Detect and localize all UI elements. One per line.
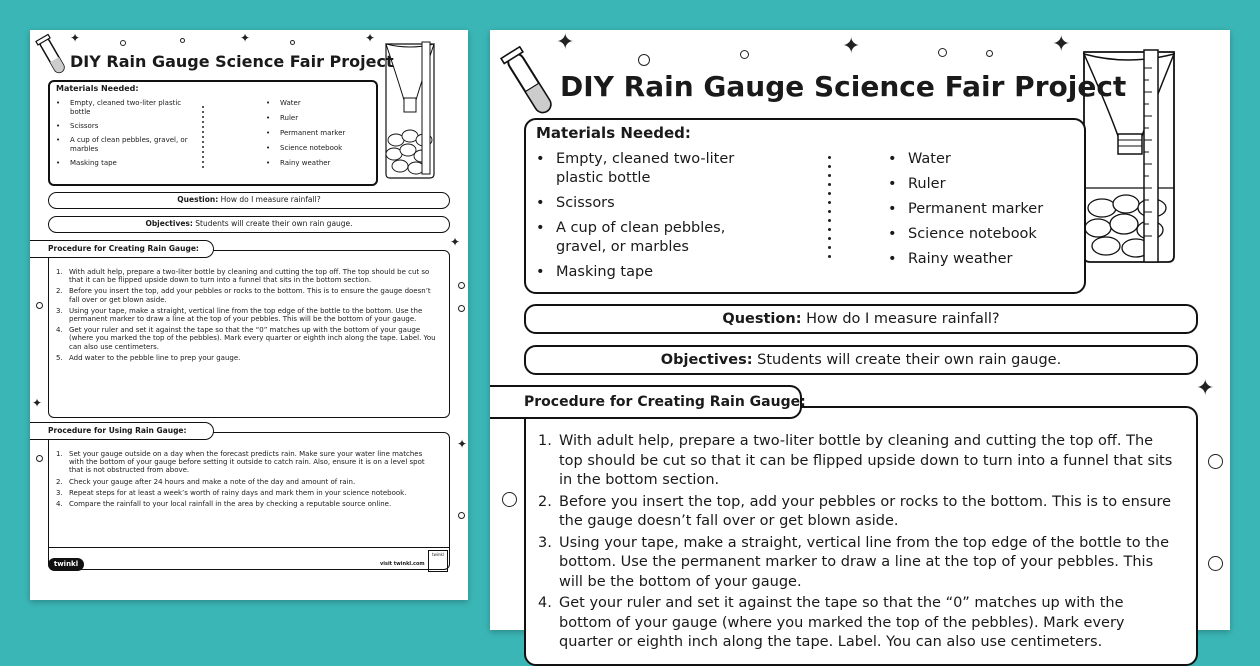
worksheet-page[interactable]	[490, 30, 1230, 650]
sparkle-icon: ✦	[32, 396, 43, 410]
circle-decoration	[36, 455, 43, 462]
sparkle-icon: ✦	[450, 235, 461, 249]
list-item: 3. Using your tape, make a straight, vertical line from the top edge of the bottle to the bottom. Use the permanent marker to draw a line at the top of your pebbles. This will be the bottom of your gauge.	[56, 306, 423, 324]
page-title: DIY Rain Gauge Science Fair Project	[70, 52, 394, 71]
objectives-bar: Objectives: Students will create their own rain gauge.	[524, 345, 1198, 375]
circle-decoration	[180, 38, 185, 43]
procedure-creating-steps	[538, 432, 1178, 655]
dotted-divider	[202, 106, 206, 171]
circle-decoration	[120, 40, 126, 46]
list-item: 3. Repeat steps for at least a week’s worth of rainy days and mark them in your science notebook.	[56, 488, 407, 497]
sparkle-icon: ✦	[240, 31, 251, 45]
list-item: 5. Add water to the pebble line to prep your gauge.	[56, 353, 241, 362]
circle-decoration	[986, 50, 993, 57]
materials-box	[48, 80, 378, 186]
sparkle-icon: ✦	[1052, 32, 1071, 57]
list-item: 3. Using your tape, make a straight, vertical line from the top edge of the bottle to the bottom. Use the permanent marker to draw a line at the top of your pebbles. This will be the bottom of your gauge.	[538, 534, 1170, 590]
list-item: • Water	[266, 99, 376, 108]
sparkle-icon: ✦	[70, 31, 81, 45]
list-item: 4. Get your ruler and set it against the tape so that the “0” matches up with the bottom of your gauge (where you marked the top of the pebbles). Mark every quarter or eighth inch along the tape. Label. You can also use centimeters.	[538, 595, 1125, 650]
list-item: 1. With adult help, prepare a two-liter bottle by cleaning and cutting the top off. The top should be cut so that it can be flipped upside down to turn into a funnel that sits in the bottom section.	[56, 268, 430, 285]
footer-url[interactable]: visit twinkl.com	[380, 561, 425, 567]
list-item: • Water	[888, 150, 1078, 169]
page-title: DIY Rain Gauge Science Fair Project	[560, 70, 1127, 103]
worksheet-thumbnail[interactable]	[30, 30, 468, 600]
sparkle-icon: ✦	[556, 30, 575, 55]
list-item: • A cup of clean pebbles, gravel, or marbles	[536, 219, 766, 257]
procedure-creating-heading: Procedure for Creating Rain Gauge:	[30, 240, 214, 258]
twinkl-logo[interactable]: twinkl	[48, 558, 84, 571]
list-item: 1. Set your gauge outside on a day when the forecast predicts rain. Make sure your water line matches with the bottom of your gauge before setting it outside to catch rain. Also, ensure it is on a level spot that is not obstructed from above.	[56, 450, 425, 475]
circle-decoration	[290, 40, 295, 45]
materials-list-left	[536, 150, 766, 282]
test-tube-icon	[504, 44, 556, 124]
question-bar: Question: How do I measure rainfall?	[524, 304, 1198, 334]
materials-list-right	[266, 99, 376, 168]
circle-decoration	[458, 305, 465, 312]
circle-decoration	[1208, 556, 1223, 571]
materials-list-right	[888, 150, 1078, 269]
list-item: • Scissors	[56, 122, 196, 131]
dotted-divider	[828, 156, 832, 264]
list-item: 1. With adult help, prepare a two-liter bottle by cleaning and cutting the top off. The top should be cut so that it can be flipped upside down to turn into a funnel that sits in the bottom section.	[538, 433, 1173, 488]
list-item: 4. Compare the rainfall to your local rainfall in the area by checking a reputable source online.	[56, 500, 392, 509]
list-item: • Ruler	[266, 114, 376, 123]
sparkle-icon: ✦	[457, 437, 468, 451]
list-item: 2. Before you insert the top, add your pebbles or rocks to the bottom. This is to ensure the gauge doesn’t fall over or get blown aside.	[56, 287, 431, 304]
list-item: • Science notebook	[888, 225, 1078, 244]
footer-badge: twinkl	[428, 550, 448, 572]
procedure-using-steps	[56, 450, 438, 508]
list-item: • Rainy weather	[266, 159, 376, 168]
list-item: • Ruler	[888, 175, 1078, 194]
circle-decoration	[1208, 454, 1223, 469]
circle-decoration	[458, 282, 465, 289]
materials-box	[524, 118, 1086, 294]
sparkle-icon: ✦	[1196, 376, 1215, 401]
circle-decoration	[36, 302, 43, 309]
circle-decoration	[740, 50, 749, 59]
question-bar: Question: How do I measure rainfall?	[48, 192, 450, 209]
materials-heading: Materials Needed:	[536, 124, 691, 142]
sparkle-icon: ✦	[365, 31, 376, 45]
test-tube-icon	[38, 34, 68, 80]
list-item: • Scissors	[536, 194, 766, 213]
list-item: • Permanent marker	[266, 129, 376, 138]
circle-decoration	[502, 492, 517, 507]
list-item: • Rainy weather	[888, 250, 1078, 269]
materials-heading: Materials Needed:	[56, 84, 139, 93]
list-item: • Masking tape	[56, 159, 196, 168]
list-item: 2. Before you insert the top, add your pebbles or rocks to the bottom. This is to ensure the gauge doesn’t fall over or get blown aside.	[538, 493, 1172, 529]
list-item: 2. Check your gauge after 24 hours and make a note of the day and amount of rain.	[56, 477, 356, 486]
list-item: • Empty, cleaned two-liter plastic bottle	[536, 150, 766, 188]
procedure-using-heading: Procedure for Using Rain Gauge:	[30, 422, 214, 440]
sparkle-icon: ✦	[842, 34, 861, 59]
footer-rule	[48, 547, 450, 548]
list-item: • Masking tape	[536, 263, 766, 282]
procedure-creating-steps	[56, 268, 438, 362]
circle-decoration	[938, 48, 947, 57]
list-item: • Permanent marker	[888, 200, 1078, 219]
objectives-bar: Objectives: Students will create their own rain gauge.	[48, 216, 450, 233]
list-item: • A cup of clean pebbles, gravel, or marbles	[56, 136, 196, 154]
procedure-creating-heading: Procedure for Creating Rain Gauge:	[490, 385, 802, 419]
circle-decoration	[458, 512, 465, 519]
list-item: • Empty, cleaned two-liter plastic bottle	[56, 99, 196, 117]
circle-decoration	[638, 54, 650, 66]
list-item: • Science notebook	[266, 144, 376, 153]
materials-list-left	[56, 99, 196, 168]
list-item: 4. Get your ruler and set it against the tape so that the “0” matches up with the bottom of your gauge (where you marked the top of the pebbles). Mark every quarter or eighth inch along the tape. Label. You can also use centimeters.	[56, 326, 436, 351]
